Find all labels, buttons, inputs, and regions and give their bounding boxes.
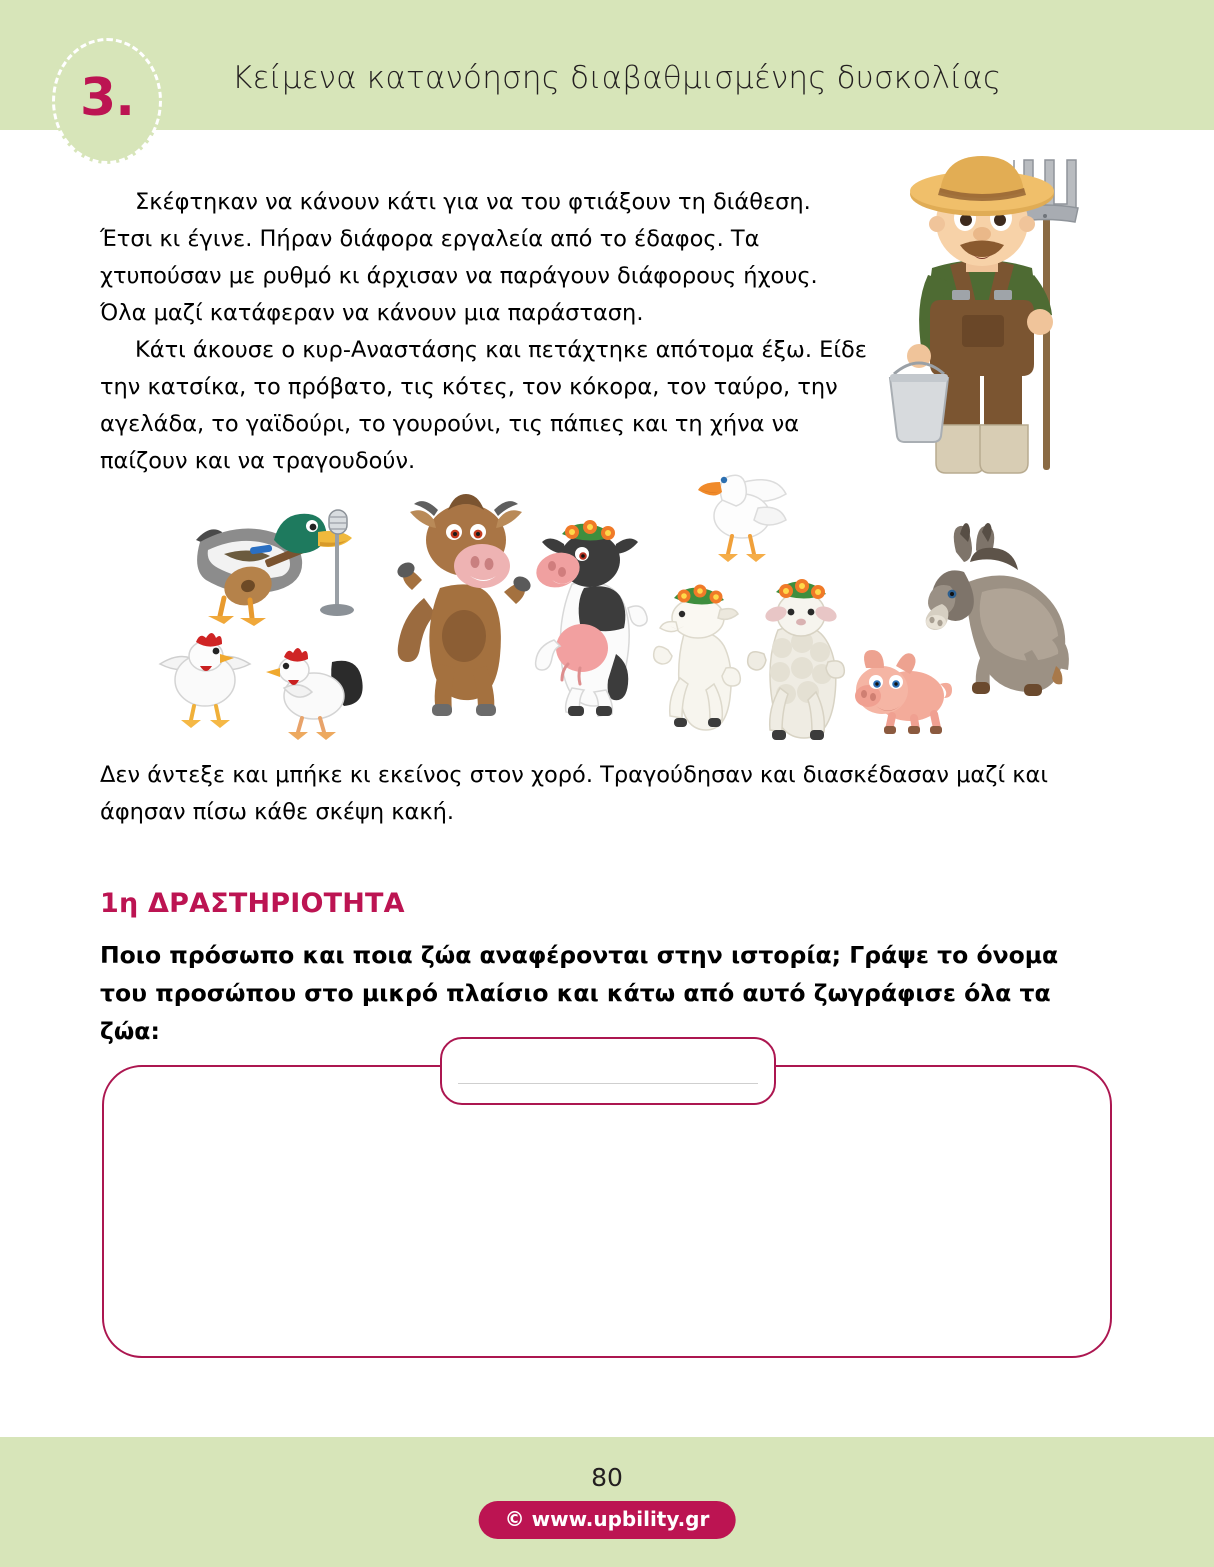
dancing-goat-with-flower-crown-illustration — [652, 580, 748, 740]
story-paragraph-2: Κάτι άκουσε ο κυρ-Αναστάσης και πετάχτηκε απότομα έξω. Είδε την κατσίκα, το πρόβατο, τις κότες, τον κόκορα, τον ταύρο, την αγελάδα, το γαϊδούρι, το γουρούνι, τις πάπιες και τη χήνα να παίζουν και να τραγουδούν. — [100, 337, 867, 474]
flower-crown-icon — [562, 520, 615, 541]
name-answer-box[interactable] — [440, 1037, 776, 1105]
goose-illustration — [692, 472, 788, 568]
dancing-sheep-with-flower-crown-illustration — [746, 578, 856, 743]
farmer-with-pitchfork-and-bucket-illustration — [862, 150, 1122, 480]
rooster-illustration — [258, 640, 368, 740]
page-title: Κείμενα κατανόησης διαβαθμισμένης δυσκολίας — [232, 60, 1002, 96]
activity-question-line-1: Ποιο πρόσωπο και ποια ζώα αναφέρονται στην ιστορία; Γράψε το όνομα — [100, 941, 1059, 969]
story-text-top — [100, 184, 870, 480]
flower-crown-icon — [674, 585, 724, 605]
activity-question — [100, 936, 1110, 1050]
activity-question-line-2: του προσώπου στο μικρό πλαίσιο και κάτω από αυτό ζωγράφισε όλα τα ζώα: — [100, 979, 1051, 1045]
story-paragraph-3: Δεν άντεξε και μπήκε κι εκείνος στον χορό. Τραγούδησαν και διασκέδασαν μαζί και άφησαν πίσω κάθε σκέψη κακή. — [100, 762, 1048, 825]
site-credit-badge[interactable]: © www.upbility.gr — [479, 1501, 736, 1539]
writing-line — [458, 1083, 758, 1084]
donkey-illustration — [916, 520, 1076, 700]
flower-crown-icon — [776, 579, 826, 599]
drawing-answer-box[interactable] — [102, 1065, 1112, 1358]
microphone-stand-illustration — [316, 505, 358, 620]
chapter-number-label: 3. — [80, 68, 134, 128]
bucket-icon — [890, 363, 948, 442]
story-text-bottom — [100, 757, 1060, 831]
page-number: 80 — [591, 1463, 623, 1492]
dancing-cow-with-flower-crown-illustration — [528, 518, 648, 718]
chapter-number-badge — [52, 38, 162, 164]
dancing-bull-illustration — [382, 488, 542, 718]
white-hen-illustration — [152, 620, 262, 730]
activity-heading: 1η ΔΡΑΣΤΗΡΙΟΤΗΤΑ — [100, 888, 405, 919]
story-paragraph-1: Σκέφτηκαν να κάνουν κάτι για να του φτιάξουν τη διάθεση. Έτσι κι έγινε. Πήραν διάφορα εργαλεία από το έδαφος. Τα χτυπούσαν με ρυθμό κι άρχισαν να παράγουν διάφορους ήχους. Όλα μαζί κατάφεραν να κάνουν μια παράσταση. — [100, 189, 818, 326]
